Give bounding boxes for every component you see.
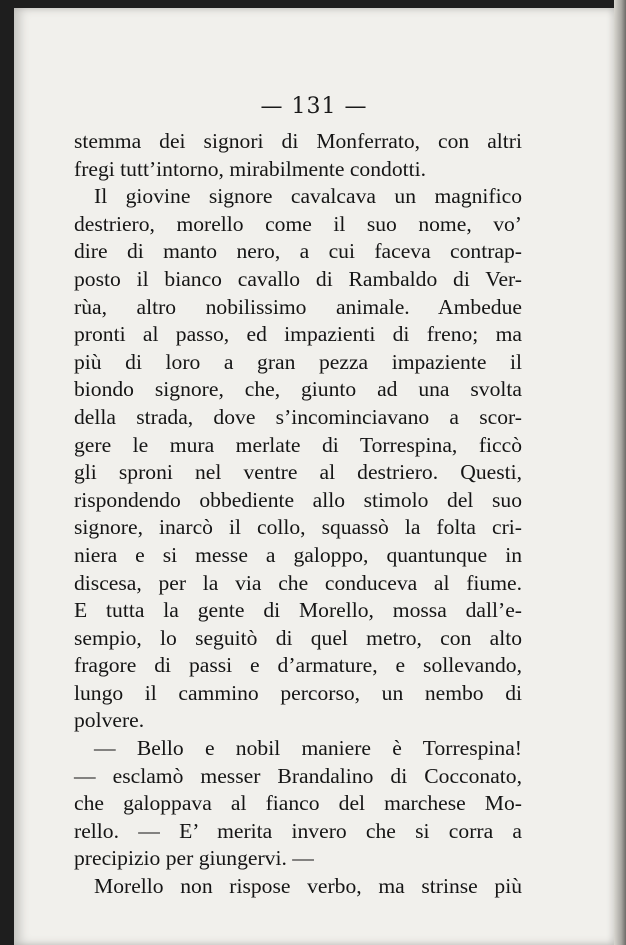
text-line: rispondendo obbediente allo stimolo del suo: [74, 487, 522, 512]
text-line: Morello non rispose verbo, ma strinse più: [94, 874, 522, 899]
text-line: fregi tutt’intorno, mirabilmente condotti.: [74, 156, 427, 181]
text-line: più di loro a gran pezza impaziente il: [74, 349, 522, 374]
text-line: signore, inarcò il collo, squassò la folta cri-: [74, 515, 522, 540]
text-line: — esclamò messer Brandalino di Cocconato,: [74, 763, 522, 788]
text-line: destriero, morello come il suo nome, vo’: [74, 211, 522, 236]
page-number: — 131 —: [260, 94, 368, 119]
text-line: che galoppava al fianco del marchese Mo-: [74, 791, 522, 816]
text-line: gli sproni nel ventre al destriero. Questi,: [74, 460, 522, 485]
text-line: posto il bianco cavallo di Rambaldo di Ver-: [74, 266, 522, 291]
text-line: biondo signore, che, giunto ad una svolta: [74, 377, 522, 402]
page-edge-shadow: [614, 0, 626, 945]
book-page: [14, 8, 614, 945]
text-line: niera e si messe a galoppo, quantunque in: [74, 542, 522, 567]
text-line: della strada, dove s’incominciavano a scor-: [74, 404, 522, 429]
text-line: Il giovine signore cavalcava un magnifico: [94, 184, 522, 209]
text-line: — Bello e nobil maniere è Torrespina!: [94, 736, 522, 761]
text-line: sempio, lo seguitò di quel metro, con alto: [74, 625, 522, 650]
text-line: rùa, altro nobilissimo animale. Ambedue: [74, 294, 522, 319]
text-line: polvere.: [74, 708, 145, 733]
text-line: pronti al passo, ed impazienti di freno; ma: [74, 322, 522, 347]
body-text: [74, 128, 522, 901]
text-line: gere le mura merlate di Torrespina, ficcò: [74, 432, 522, 457]
text-line: stemma dei signori di Monferrato, con altri: [74, 129, 522, 153]
text-line: rello. — E’ merita invero che si corra a: [74, 818, 522, 843]
text-line: precipizio per giungervi. —: [74, 846, 314, 871]
text-line: fragore di passi e d’armature, e sollevando,: [74, 653, 522, 678]
text-line: discesa, per la via che conduceva al fiume.: [74, 570, 522, 595]
text-line: dire di manto nero, a cui faceva contrap-: [74, 239, 522, 264]
text-line: E tutta la gente di Morello, mossa dall’e-: [74, 598, 522, 623]
text-line: lungo il cammino percorso, un nembo di: [74, 680, 522, 705]
